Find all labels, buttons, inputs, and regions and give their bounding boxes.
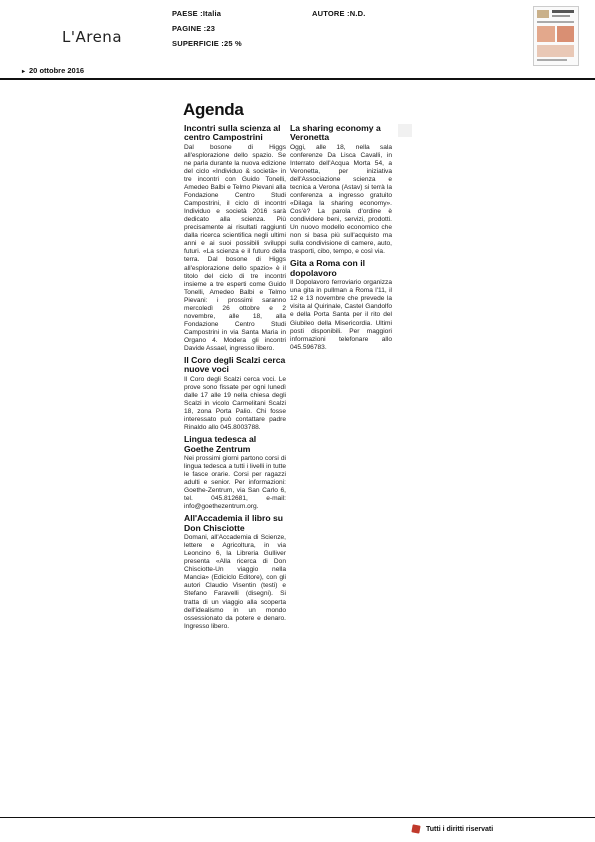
newspaper-logo: L'Arena bbox=[62, 28, 123, 46]
item-heading: Il Coro degli Scalzi cerca nuove voci bbox=[184, 355, 286, 375]
item-body: Domani, all'Accademia di Scienze, lettere e Agricoltura, in via Leoncino 6, la Libreria Gulliver presenta «Alla ricerca di Don Chisciotte-Un viaggio nella Mancia» (Ediciclo Editore), con gli autori Claudio Visentin (testi) e Stefano Faravelli (disegni). Si tratta di un viaggio alla scoperta dell'idealismo in un mondo ossessionato da potere e denaro. Ingresso libero. bbox=[184, 534, 286, 630]
date-text: 20 ottobre 2016 bbox=[29, 66, 85, 75]
item-heading: Incontri sulla scienza al centro Campostrini bbox=[184, 123, 281, 143]
footer bbox=[412, 825, 493, 833]
meta-superficie: SUPERFICIE :25 % bbox=[172, 39, 242, 48]
article-title: Agenda bbox=[183, 100, 244, 119]
item-body: Nei prossimi giorni partono corsi di lingua tedesca a tutti i livelli in tutte le fasce orarie. Corsi per ragazzi adulti e senior. Per informazioni: Goethe-Zentrum, via San Carlo 6, tel. 045.812681, e-mail: info@goethezentrum.org. bbox=[184, 454, 286, 511]
corner-mark bbox=[398, 124, 412, 137]
item-heading: Lingua tedesca al Goethe Zentrum bbox=[184, 434, 257, 454]
article-column-1 bbox=[184, 124, 286, 634]
header-divider bbox=[0, 78, 595, 80]
rights-text: Tutti i diritti riservati bbox=[426, 825, 494, 833]
item-heading: All'Accademia il libro su Don Chisciotte bbox=[184, 513, 283, 533]
copyright-icon bbox=[411, 824, 420, 833]
item-body: Il Coro degli Scalzi cerca voci. Le prove sono fissate per ogni lunedì dalle 17 alle 19 nella chiesa degli Scalzi in vicolo Carmelitani Scalzi 18, zona Porta Palio. Chi fosse interessato può contattare padre Rinaldo allo 045.8003788. bbox=[184, 375, 286, 432]
item-body: Dal bosone di Higgs all'esplorazione dello spazio. Se ne parla durante la nuova edizione del ciclo «Individuo & società» in tre incontri con Guido Tonelli, Amedeo Balbi e Telmo Pievani alla Fondazione Centro Studi Campostrini, il ciclo di incontri Individuo e società 2016 sarà dedicato alla scienza. Più precisamente ai risultati raggiunti dalla ricerca scientifica negli ultimi anni e ai suoi possibili sviluppi futuri. «La scienza e il futuro della terra. Dal bosone di Higgs all'esplorazione dello spazio» è il titolo del ciclo di tre incontri insieme a tre esperti come Guido Tonelli, Amedeo Balbi e Telmo Pievani: i prossimi saranno mercoledì 26 ottobre e 2 novembre, alle 18, alla Fondazione Centro Studi Campostrini in via Santa Maria in Organo 4. Modera gli incontri Davide Assael, ingresso libero. bbox=[184, 143, 286, 352]
meta-paese: PAESE :Italia bbox=[172, 9, 222, 18]
publication-date bbox=[22, 66, 84, 75]
meta-autore: AUTORE :N.D. bbox=[312, 9, 366, 18]
article-column-2 bbox=[290, 124, 392, 355]
item-heading: Gita a Roma con il dopolavoro bbox=[290, 258, 365, 278]
item-body: Il Dopolavoro ferroviario organizza una gita in pullman a Roma l'11, il 12 e 13 novembre che prevede la visita al Quirinale, Castel Gandolfo e della Porta Santa per il rito del Giubileo della Misericordia. Ultimi posti disponibili. Per maggiori informazioni telefonare allo 045.596783. bbox=[290, 279, 392, 351]
triangle-bullet-icon: ▸ bbox=[22, 69, 26, 75]
page-thumbnail bbox=[533, 6, 579, 66]
meta-pagine: PAGINE :23 bbox=[172, 24, 216, 33]
item-body: Oggi, alle 18, nella sala conferenze Da Lisca Cavalli, in Interrato dell'Acqua Morta 54, a Veronetta, per iniziativa dell'Associazione scienza e tecnica a Verona (Astav) si terrà la conferenza a ingresso gratuito «Dilaga la sharing economy». Cos'è? La parola d'ordine è condividere beni, servizi, prodotti. Un nuovo modello economico che non si basa più sull'acquisto ma sulla condivisione di camere, auto, trasporti, cibo, tempo, e così via. bbox=[290, 143, 392, 256]
footer-divider bbox=[0, 817, 595, 818]
item-heading: La sharing economy a Veronetta bbox=[290, 123, 381, 143]
